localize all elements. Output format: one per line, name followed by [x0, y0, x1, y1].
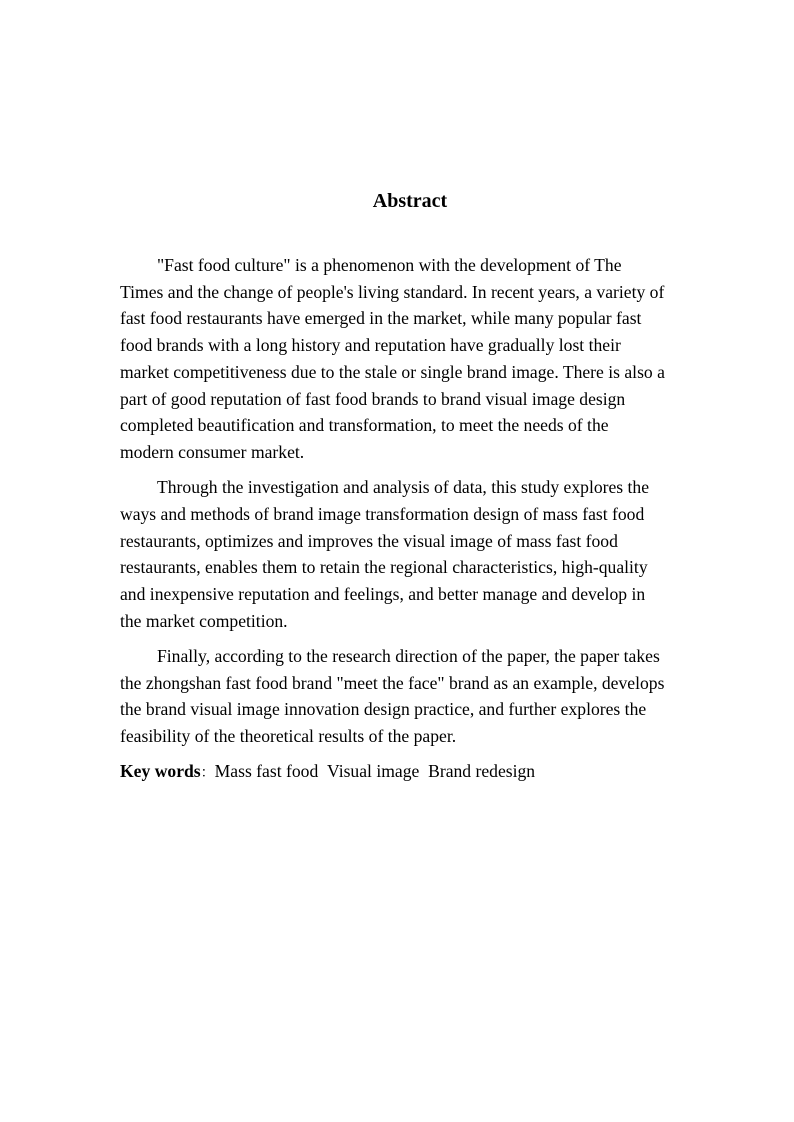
paragraph-line: food brands with a long history and reputation have gradually lost their [120, 335, 621, 356]
paragraph-line: and inexpensive reputation and feelings, and better manage and develop in [120, 583, 646, 604]
abstract-paragraphs [120, 252, 708, 750]
abstract-paragraph [120, 643, 708, 750]
paragraph-line: completed beautification and transformation, to meet the needs of the [120, 415, 609, 436]
paragraph-line: restaurants, optimizes and improves the visual image of mass fast food [120, 530, 618, 551]
paragraph-line: market competitiveness due to the stale or single brand image. There is also a [120, 361, 665, 382]
abstract-body [120, 252, 708, 787]
abstract-paragraph [120, 252, 708, 466]
abstract-paragraph [120, 474, 708, 634]
keywords-line [120, 758, 708, 787]
paragraph-line: restaurants, enables them to retain the regional characteristics, high-quality [120, 557, 648, 578]
paragraph-line: fast food restaurants have emerged in the market, while many popular fast [120, 308, 642, 329]
paragraph-line: the zhongshan fast food brand "meet the face" brand as an example, develops [120, 672, 665, 693]
paragraph-line: ways and methods of brand image transformation design of mass fast food [120, 503, 645, 524]
keywords-separator: ： [200, 765, 215, 782]
keyword-item: Mass fast food [214, 761, 319, 782]
paragraph-line: the brand visual image innovation design practice, and further explores the [120, 699, 647, 720]
keyword-item: Brand redesign [428, 761, 536, 782]
keywords-list [215, 761, 535, 781]
paragraph-line: Finally, according to the research direction of the paper, the paper takes [157, 645, 660, 666]
paragraph-line: Through the investigation and analysis of data, this study explores the [157, 477, 650, 498]
paragraph-line: "Fast food culture" is a phenomenon with the development of The [157, 255, 622, 275]
paragraph-line: the market competition. [120, 610, 288, 631]
abstract-title: Abstract [372, 190, 448, 212]
paragraph-line: part of good reputation of fast food brands to brand visual image design [120, 388, 626, 409]
keyword-item: Visual image [327, 761, 420, 782]
paragraph-line: modern consumer market. [120, 441, 305, 462]
paragraph-line: feasibility of the theoretical results of the paper. [120, 725, 457, 746]
keywords-label: Key words [120, 761, 201, 782]
paragraph-line: Times and the change of people's living standard. In recent years, a variety of [120, 281, 665, 302]
